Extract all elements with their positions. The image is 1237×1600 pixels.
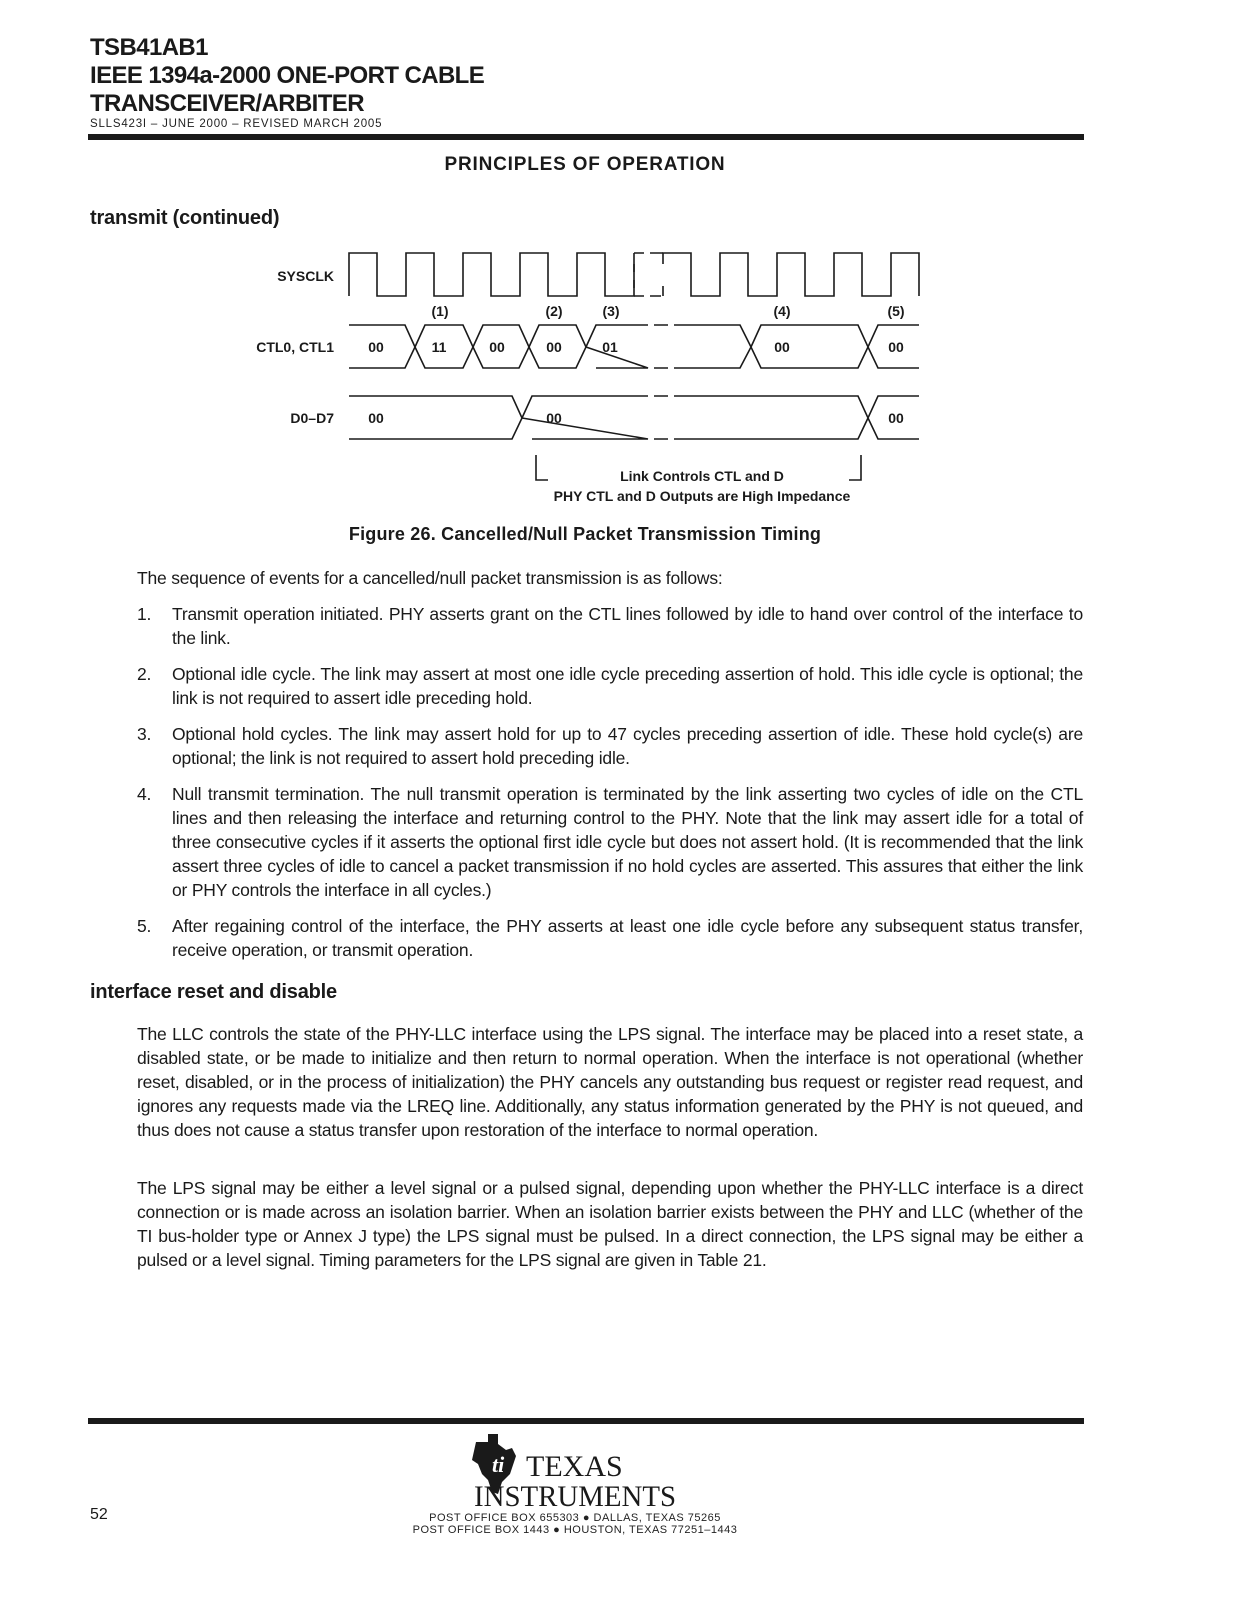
signal-label-sysclk: SYSCLK	[277, 268, 334, 284]
texas-instruments-logo	[472, 1434, 678, 1510]
intro-paragraph: The sequence of events for a cancelled/null packet transmission is as follows:	[137, 568, 723, 588]
sysclk-waveform	[349, 253, 634, 296]
annotation-text: PHY CTL and D Outputs are High Impedance	[553, 488, 851, 504]
annotation-text: Link Controls CTL and D	[620, 468, 784, 484]
list-item	[137, 782, 1083, 902]
timing-diagram	[0, 0, 1237, 520]
data-gap-dash	[654, 396, 668, 439]
list-number: 1.	[137, 604, 152, 624]
data-bus	[349, 396, 648, 439]
list-text: Optional idle cycle. The link may assert at most one idle cycle preceding assertion of hold. This idle cycle is optional; the link is not required to assert idle preceding hold.	[172, 664, 1083, 708]
ctl-gap-dash	[654, 325, 668, 368]
signal-label-data: D0–D7	[290, 410, 334, 426]
data-bus	[674, 396, 919, 439]
section-title: PRINCIPLES OF OPERATION	[444, 154, 726, 175]
list-number: 4.	[137, 784, 152, 804]
annotation-bracket-right	[849, 455, 861, 480]
cycle-marker: (2)	[545, 303, 563, 319]
list-text: Null transmit termination. The null transmit operation is terminated by the link asserting two cycles of idle on the CTL lines and then releasing the interface and returning control to the PHY. Note that the link may assert idle for a total of three consecutive cycles if it asserts the optional first idle cycle but does not assert hold. (It is recommended that the link assert three cycles of idle to cancel a packet transmission if no hold cycles are asserted. This assures that either the link or PHY controls the interface in all cycles.)	[172, 784, 1083, 900]
ctl-bus	[674, 325, 919, 368]
list-item	[137, 914, 1083, 962]
address-line: POST OFFICE BOX 1443 ● HOUSTON, TEXAS 77251–1443	[412, 1524, 738, 1536]
body-paragraph: The LLC controls the state of the PHY-LLC interface using the LPS signal. The interface may be placed into a reset state, a disabled state, or be made to initialize and then return to normal operation. When the interface is not operational (whether reset, disabled, or in the process of initialization) the PHY cancels any outstanding bus request or register read request, and ignores any requests made via the LREQ line. Additionally, any status information generated by the PHY is not queued, and thus does not cause a status transfer upon restoration of the interface to normal operation.	[137, 1024, 1083, 1140]
subsection-heading: interface reset and disable	[90, 981, 337, 1003]
data-value: 00	[888, 410, 904, 426]
ctl-value: 00	[888, 339, 904, 355]
annotation-bracket-left	[536, 455, 548, 480]
list-item	[137, 662, 1083, 710]
list-text: After regaining control of the interface, the PHY asserts at least one idle cycle before any subsequent status transfer, receive operation, or transmit operation.	[172, 916, 1083, 960]
cycle-marker: (3)	[602, 303, 620, 319]
ctl-value: 01	[602, 339, 618, 355]
svg-text:ti: ti	[492, 1452, 505, 1477]
list-text: Optional hold cycles. The link may assert hold for up to 47 cycles preceding assertion of idle. These hold cycle(s) are optional; the link is not required to assert hold preceding idle.	[172, 724, 1083, 768]
list-item	[137, 602, 1083, 650]
ctl-value: 00	[774, 339, 790, 355]
ctl-value: 00	[489, 339, 505, 355]
ctl-value: 11	[431, 339, 447, 355]
sysclk-gap-line	[634, 253, 663, 296]
list-number: 5.	[137, 916, 152, 936]
signal-label-ctl: CTL0, CTL1	[256, 339, 334, 355]
data-value: 00	[368, 410, 384, 426]
ctl-value: 00	[368, 339, 384, 355]
ctl-value: 00	[546, 339, 562, 355]
title-line: TRANSCEIVER/ARBITER	[90, 90, 364, 117]
list-number: 2.	[137, 664, 152, 684]
figure-caption: Figure 26. Cancelled/Null Packet Transmission Timing	[348, 524, 822, 544]
list-number: 3.	[137, 724, 152, 744]
event-list	[137, 602, 1083, 974]
sysclk-waveform	[663, 253, 919, 296]
page-number: 52	[90, 1506, 108, 1523]
footer-address	[370, 1512, 780, 1536]
document-id: SLLS423I – JUNE 2000 – REVISED MARCH 2005	[90, 118, 383, 130]
cycle-marker: (5)	[887, 303, 905, 319]
data-value: 00	[546, 410, 562, 426]
list-text: Transmit operation initiated. PHY asserts grant on the CTL lines followed by idle to hand over control of the interface to the link.	[172, 604, 1083, 648]
address-line: POST OFFICE BOX 655303 ● DALLAS, TEXAS 75265	[429, 1512, 721, 1524]
logo-text: INSTRUMENTS	[474, 1480, 676, 1510]
body-paragraph: The LPS signal may be either a level signal or a pulsed signal, depending upon whether the PHY-LLC interface is a direct connection or is made across an isolation barrier. When an isolation barrier exists between the PHY and LLC (whether of the TI bus-holder type or Annex J type) the LPS signal must be pulsed. In a direct connection, the LPS signal may be either a pulsed or a level signal. Timing parameters for the LPS signal are given in Table 21.	[137, 1178, 1083, 1270]
cycle-marker: (4)	[773, 303, 791, 319]
title-line: IEEE 1394a-2000 ONE-PORT CABLE	[90, 62, 485, 89]
cycle-marker: (1)	[431, 303, 449, 319]
subsection-heading: transmit (continued)	[90, 207, 280, 229]
list-item	[137, 722, 1083, 770]
footer-rule	[88, 1418, 1084, 1424]
title-line: TSB41AB1	[90, 34, 208, 61]
logo-text: TEXAS	[526, 1450, 623, 1483]
